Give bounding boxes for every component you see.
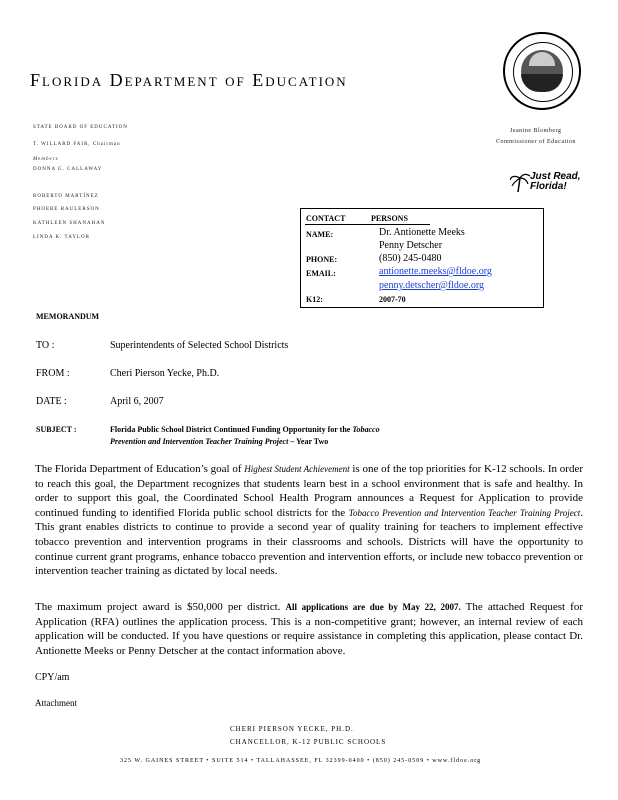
- footer-address: 325 W. GAINES STREET • SUITE 514 • TALLAHASSEE, FL 32399-0400 • (850) 245-0509 • www.fldoe.org: [120, 758, 482, 764]
- p2-text-a: The maximum project award is $50,000 per district.: [35, 601, 281, 613]
- state-seal-icon: [503, 32, 581, 110]
- subject-line-2: [110, 437, 328, 446]
- contact-heading: CONTACT: [306, 214, 346, 223]
- body-paragraph-1: [35, 462, 583, 579]
- phone-label: PHONE:: [306, 255, 338, 264]
- subject-italic-1: Tobacco: [352, 425, 380, 434]
- logo-text-line2: Florida!: [530, 181, 567, 192]
- department-title: Florida Department of Education: [30, 70, 348, 90]
- contact-name-1: Dr. Antionette Meeks: [379, 227, 465, 238]
- date-label: DATE :: [36, 396, 67, 407]
- subject-italic-2: Prevention and Intervention Teacher Training Project: [110, 437, 289, 446]
- k12-number: 2007-70: [379, 295, 406, 304]
- commissioner-title: Commissioner of Education: [496, 139, 576, 145]
- board-line: T. WILLARD FAIR, Chairman: [33, 142, 121, 147]
- date-value: April 6, 2007: [110, 396, 164, 407]
- just-read-logo-text: [530, 172, 581, 192]
- body-paragraph-2: [35, 600, 583, 658]
- p2-deadline: All applications are due by May 22, 2007.: [285, 602, 461, 612]
- p1-project: Tobacco Prevention and Intervention Teacher Training Project: [348, 507, 581, 518]
- to-label: TO :: [36, 340, 55, 351]
- board-line: ROBERTO MARTÍNEZ: [33, 194, 99, 199]
- email-link-1[interactable]: antionette.meeks@fldoe.org: [379, 266, 492, 277]
- footer-title: CHANCELLOR, K-12 PUBLIC SCHOOLS: [230, 738, 387, 746]
- p1-goal: Highest Student Achievement: [244, 464, 350, 474]
- subject-text-1: Florida Public School District Continued Funding Opportunity for the: [110, 425, 351, 434]
- board-line: PHOEBE RAULERSON: [33, 207, 100, 212]
- board-line: DONNA G. CALLAWAY: [33, 167, 103, 172]
- to-value: Superintendents of Selected School Districts: [110, 340, 289, 351]
- logo-text-line1: Just Read,: [530, 171, 581, 182]
- contact-phone: (850) 245-0480: [379, 253, 442, 264]
- name-label: NAME:: [306, 230, 334, 239]
- initials: CPY/am: [35, 672, 70, 683]
- subject-line-1: [110, 425, 380, 434]
- memorandum-heading: MEMORANDUM: [36, 312, 100, 321]
- p1-text-b: is one of the top priorities for K-12 schools. In order to reach this goal, the Department recognizes that students learn best in a school environment that is safe and healthy. In order to support this goal, the Coordinated School Health Program announces a Request for Application to provide continued funding to identified Florida public school districts for the: [35, 463, 584, 519]
- board-line: LINDA K. TAYLOR: [33, 235, 90, 240]
- from-value: Cheri Pierson Yecke, Ph.D.: [110, 368, 220, 379]
- subject-text-2: – Year Two: [290, 437, 329, 446]
- email-link-2[interactable]: penny.detscher@fldoe.org: [379, 280, 485, 291]
- footer-name: CHERI PIERSON YECKE, PH.D.: [230, 725, 354, 733]
- subject-label: SUBJECT :: [36, 425, 77, 434]
- from-label: FROM :: [36, 368, 70, 379]
- contact-name-2: Penny Detscher: [379, 240, 443, 251]
- p1-text-c: . This grant enables districts to continue to provide a second year of quality training for teachers to implement effective tobacco prevention and intervention programs in their classrooms and schools. Districts will have the opportunity to continue current grant programs, enhance tobacco prevention and intervention efforts, or include new tobacco prevention or intervention teacher training as dictated by local needs.: [35, 506, 584, 578]
- k12-label: K12:: [306, 295, 323, 304]
- p1-text-a: The Florida Department of Education’s goal of: [35, 463, 242, 475]
- board-line: KATHLEEN SHANAHAN: [33, 221, 106, 226]
- board-line: STATE BOARD OF EDUCATION: [33, 125, 128, 130]
- contact-box: [300, 208, 544, 308]
- attachment: Attachment: [35, 698, 77, 708]
- persons-heading: PERSONS: [371, 214, 408, 223]
- email-label: EMAIL:: [306, 269, 336, 278]
- commissioner-name: Jeanine Blomberg: [510, 128, 562, 134]
- board-line: Members: [33, 157, 59, 162]
- p2-text-b: The attached Request for Application (RFA) outlines the application process. This is a non-competitive grant; however, an internal review of each application will be conducted. If you have questions or require assistance in completing this application, please contact Dr. Antionette Meeks or Penny Detscher at the contact information above.: [35, 601, 583, 657]
